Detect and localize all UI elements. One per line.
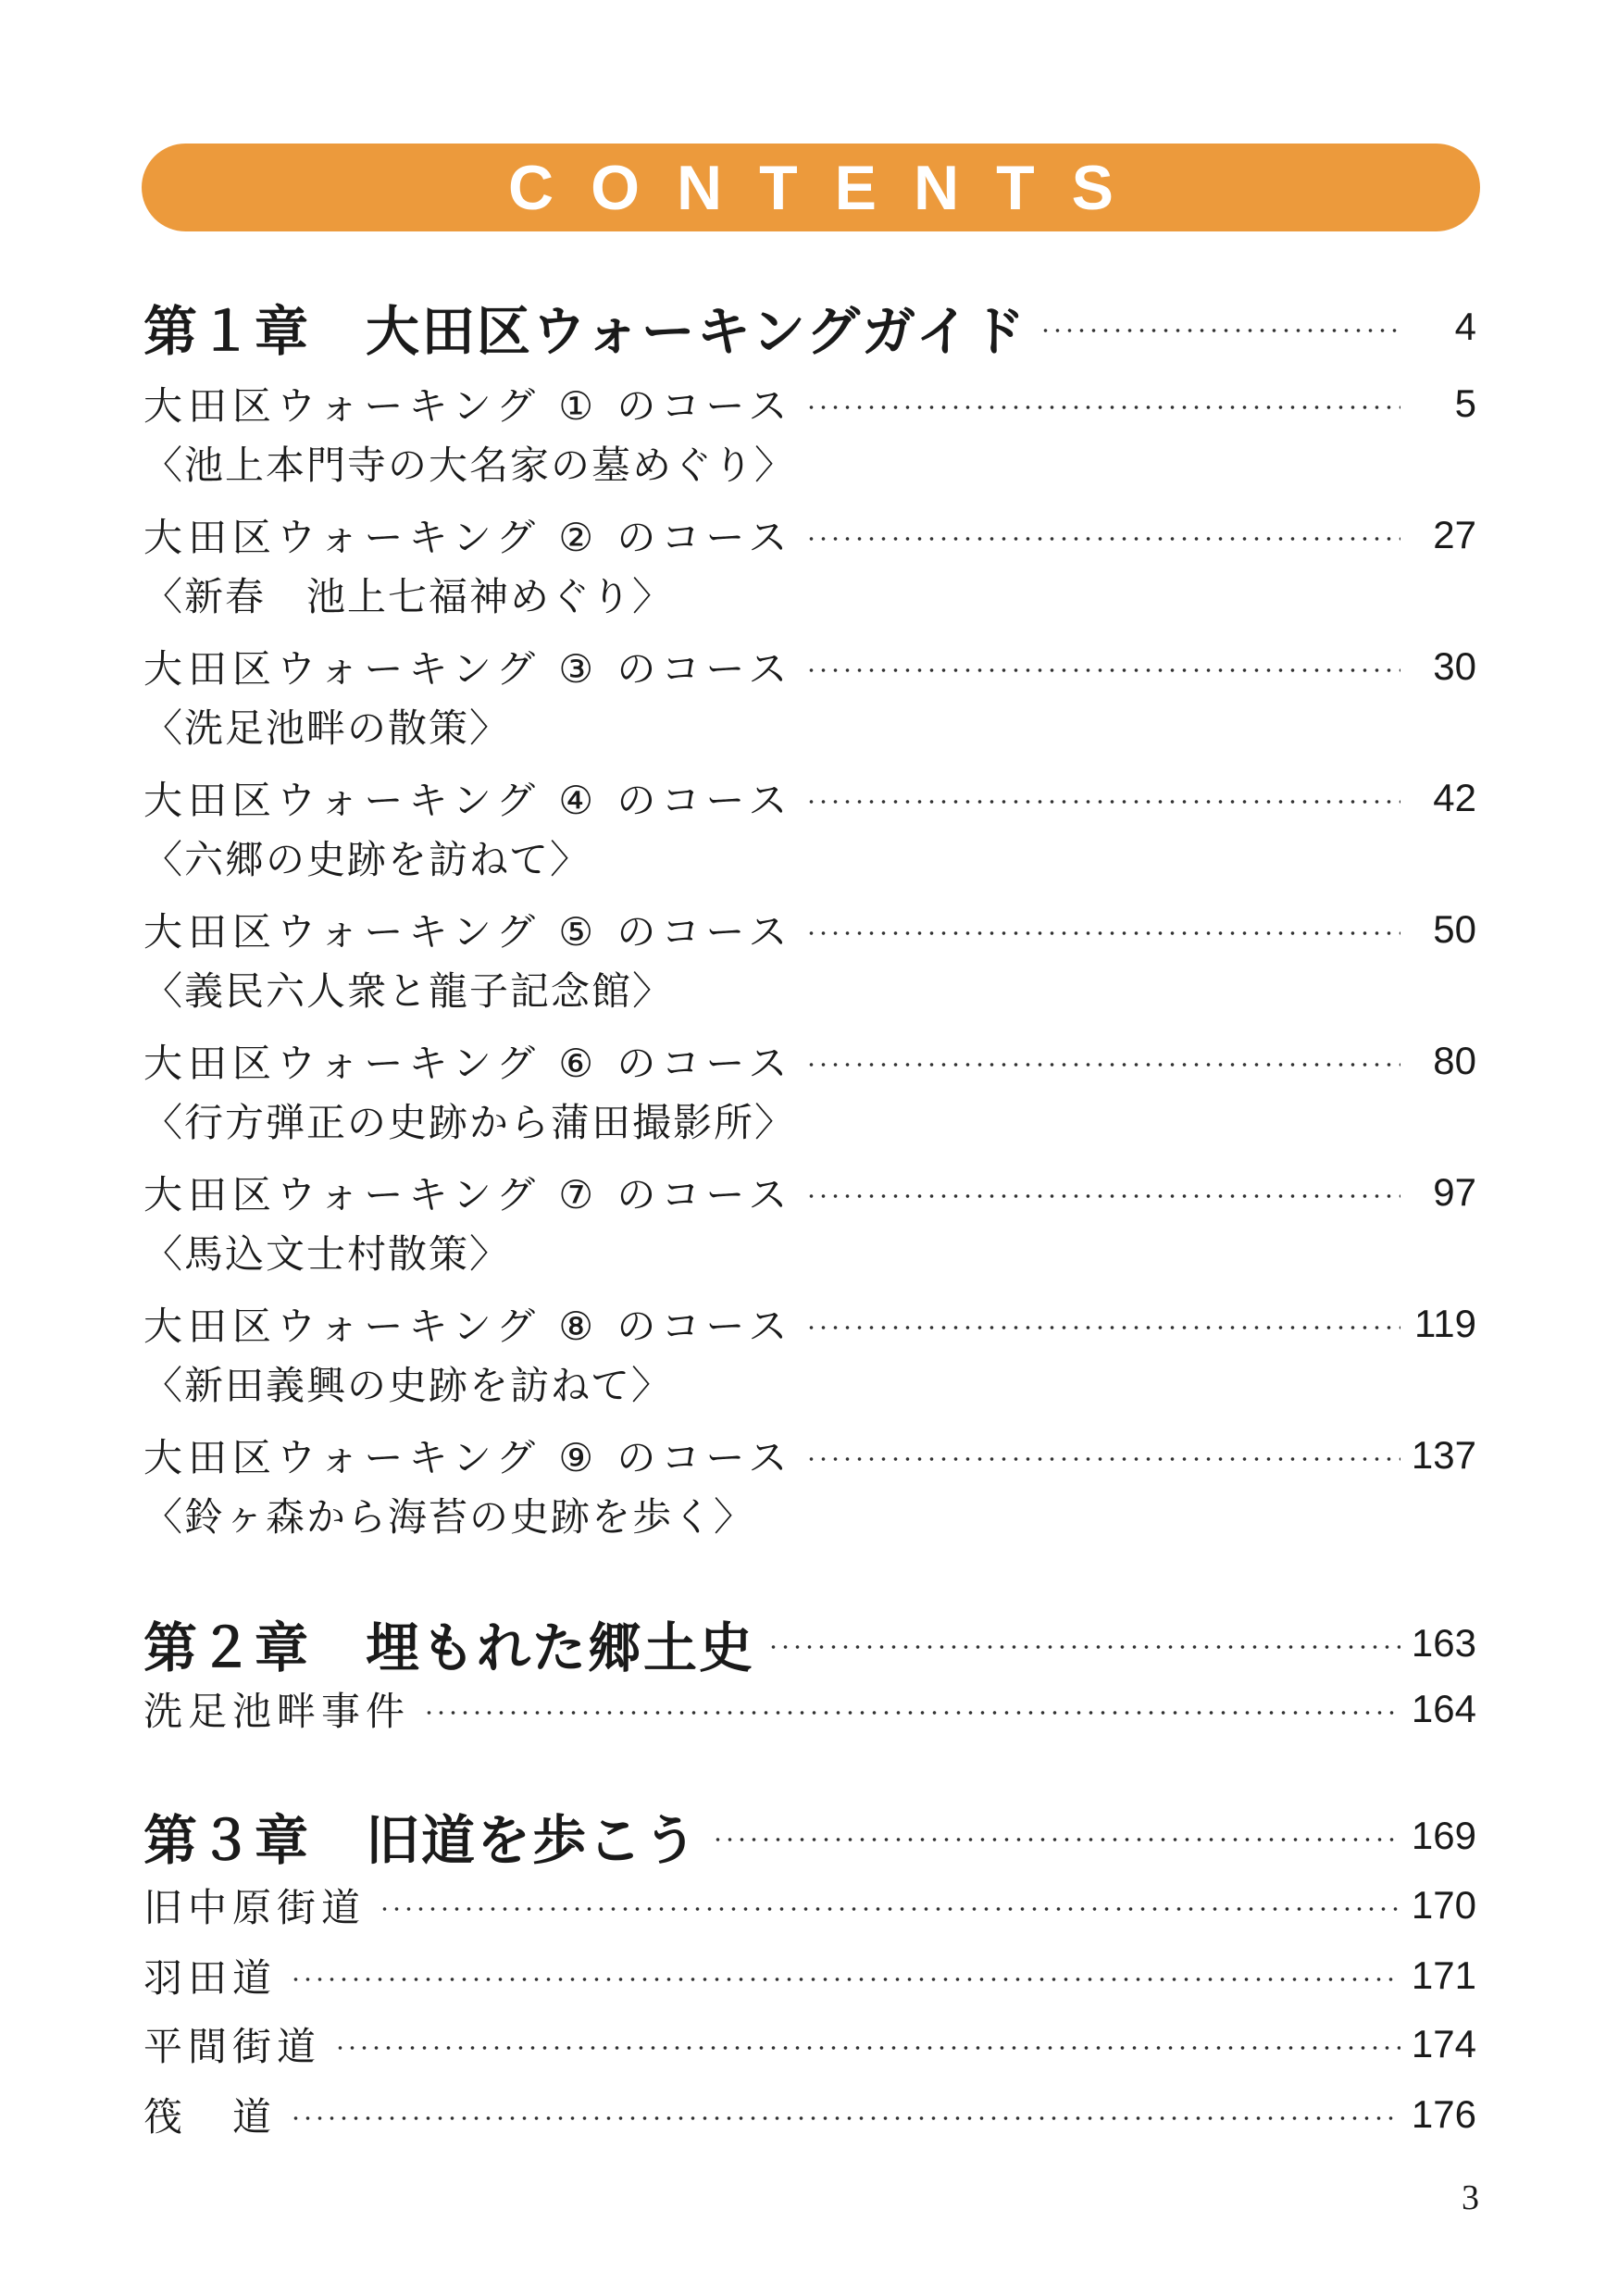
toc-course-6[interactable] bbox=[143, 1035, 1476, 1087]
course-page: 80 bbox=[1433, 1039, 1476, 1082]
toc-entry-ikada-michi[interactable] bbox=[143, 2089, 1476, 2140]
entry-page: 170 bbox=[1411, 1883, 1476, 1927]
dot-leader bbox=[805, 537, 1400, 541]
dot-leader bbox=[423, 1711, 1400, 1715]
dot-leader bbox=[805, 931, 1400, 935]
dot-leader bbox=[805, 1063, 1400, 1067]
course-subtitle: 〈馬込文士村散策〉 bbox=[143, 1231, 511, 1277]
page-number: 3 bbox=[1462, 2178, 1479, 2217]
course-subtitle: 〈六郷の史跡を訪ねて〉 bbox=[143, 837, 591, 882]
toc-entry-senzoku-incident[interactable] bbox=[143, 1683, 1476, 1735]
chapter-title: 第３章 旧道を歩こう bbox=[143, 1809, 700, 1872]
course-page: 50 bbox=[1433, 907, 1476, 951]
course-subtitle: 〈義民六人衆と龍子記念館〉 bbox=[143, 968, 674, 1014]
chapter-title: 第１章 大田区ウォーキングガイド bbox=[143, 300, 1027, 363]
dot-leader bbox=[290, 1978, 1400, 1981]
dot-leader bbox=[1039, 329, 1400, 332]
toc-course-4[interactable] bbox=[143, 772, 1476, 824]
entry-label: 洗足池畔事件 bbox=[143, 1689, 411, 1734]
course-page: 30 bbox=[1433, 644, 1476, 688]
entry-page: 176 bbox=[1411, 2092, 1476, 2136]
dot-leader bbox=[805, 1457, 1400, 1461]
toc-course-9[interactable] bbox=[143, 1429, 1476, 1481]
course-label: 大田区ウォーキング ⑨ のコース bbox=[143, 1435, 793, 1480]
course-page: 119 bbox=[1414, 1302, 1476, 1345]
chapter-page: 163 bbox=[1411, 1621, 1476, 1665]
entry-label: 羽田道 bbox=[143, 1955, 278, 2001]
course-label: 大田区ウォーキング ③ のコース bbox=[143, 646, 793, 692]
dot-leader bbox=[805, 1194, 1400, 1198]
contents-title: CONTENTS bbox=[508, 152, 1151, 223]
toc-chapter-2[interactable] bbox=[143, 1611, 1476, 1679]
toc-entry-haneda-michi[interactable] bbox=[143, 1950, 1476, 2002]
dot-leader bbox=[805, 668, 1400, 672]
toc-course-2[interactable] bbox=[143, 509, 1476, 561]
toc-chapter-3[interactable] bbox=[143, 1803, 1476, 1872]
course-label: 大田区ウォーキング ⑥ のコース bbox=[143, 1041, 793, 1086]
course-label: 大田区ウォーキング ⑦ のコース bbox=[143, 1172, 793, 1217]
dot-leader bbox=[767, 1645, 1400, 1649]
entry-page: 174 bbox=[1411, 2022, 1476, 2065]
course-subtitle: 〈鈴ヶ森から海苔の史跡を歩く〉 bbox=[143, 1494, 755, 1540]
course-label: 大田区ウォーキング ⑧ のコース bbox=[143, 1304, 793, 1349]
course-label: 大田区ウォーキング ④ のコース bbox=[143, 778, 793, 823]
course-subtitle: 〈行方弾正の史跡から蒲田撮影所〉 bbox=[143, 1100, 796, 1145]
toc-entry-hirama-kaido[interactable] bbox=[143, 2018, 1476, 2070]
dot-leader bbox=[290, 2116, 1400, 2120]
entry-label: 平間街道 bbox=[143, 2024, 322, 2069]
toc-course-8[interactable] bbox=[143, 1298, 1476, 1350]
course-label: 大田区ウォーキング ⑤ のコース bbox=[143, 909, 793, 955]
course-page: 42 bbox=[1433, 776, 1476, 819]
chapter-page: 169 bbox=[1411, 1814, 1476, 1857]
entry-label: 旧中原街道 bbox=[143, 1885, 367, 1930]
course-page: 27 bbox=[1433, 513, 1476, 556]
chapter-title: 第２章 埋もれた郷土史 bbox=[143, 1616, 755, 1679]
course-subtitle: 〈新春 池上七福神めぐり〉 bbox=[143, 574, 674, 619]
toc-entry-kyu-nakahara[interactable] bbox=[143, 1879, 1476, 1931]
course-subtitle: 〈池上本門寺の大名家の墓めぐり〉 bbox=[143, 443, 796, 488]
toc-course-5[interactable] bbox=[143, 904, 1476, 955]
toc-course-1[interactable] bbox=[143, 378, 1476, 430]
chapter-page: 4 bbox=[1454, 305, 1476, 348]
contents-banner bbox=[142, 144, 1480, 231]
dot-leader bbox=[334, 2046, 1400, 2050]
toc-course-3[interactable] bbox=[143, 641, 1476, 693]
dot-leader bbox=[805, 800, 1400, 804]
toc-course-7[interactable] bbox=[143, 1167, 1476, 1218]
course-page: 137 bbox=[1411, 1433, 1476, 1477]
course-page: 5 bbox=[1454, 381, 1476, 425]
dot-leader bbox=[712, 1838, 1400, 1841]
course-subtitle: 〈洗足池畔の散策〉 bbox=[143, 705, 511, 751]
course-page: 97 bbox=[1433, 1170, 1476, 1214]
toc-chapter-1[interactable] bbox=[143, 294, 1476, 363]
dot-leader bbox=[805, 406, 1400, 409]
entry-label: 筏 道 bbox=[143, 2094, 278, 2140]
dot-leader bbox=[805, 1326, 1400, 1329]
dot-leader bbox=[379, 1907, 1400, 1911]
course-label: 大田区ウォーキング ① のコース bbox=[143, 383, 793, 429]
entry-page: 164 bbox=[1411, 1687, 1476, 1730]
course-subtitle: 〈新田義興の史跡を訪ねて〉 bbox=[143, 1363, 672, 1408]
entry-page: 171 bbox=[1411, 1953, 1476, 1997]
course-label: 大田区ウォーキング ② のコース bbox=[143, 515, 793, 560]
